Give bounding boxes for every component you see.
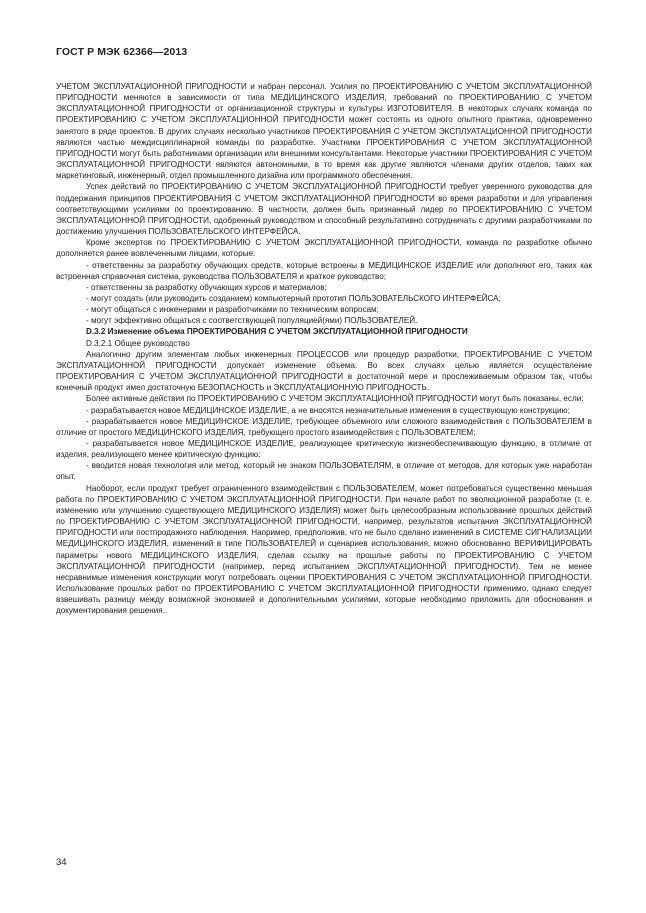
- paragraph: Наоборот, если продукт требует ограниченного взаимодействия с ПОЛЬЗОВАТЕЛЕМ, может потребоваться существенно меньшая работа по ПРОЕКТИРОВАНИЮ С УЧЕТОМ ЭКСПЛУАТАЦИОННОЙ ПРИГОДНОСТИ. При начале работ по эволюционной разработке (т. е. изменению или улучшению существующего МЕДИЦИНСКОГО ИЗДЕЛИЯ) может быть целесообразным использование прошлых действий по ПРОЕКТИРОВАНИЮ С УЧЕТОМ ЭКСПЛУАТАЦИОННОЙ ПРИГОДНОСТИ, например, результатов испытания ЭКСПЛУАТАЦИОННОЙ ПРИГОДНОСТИ или постпродажного наблюдения. Например, предположив, что не было сделано изменений в СИСТЕМЕ СИГНАЛИЗАЦИИ МЕДИЦИНСКОГО ИЗДЕЛИЯ, изменений в типе ПОЛЬЗОВАТЕЛЕЙ и сценариев использования, можно обоснованно ВЕРИФИЦИРОВАТЬ параметры нового МЕДИЦИНСКОГО ИЗДЕЛИЯ, сделав ссылку на прошлые работы по ПРОЕКТИРОВАНИЮ С УЧЕТОМ ЭКСПЛУАТАЦИОННОЙ ПРИГОДНОСТИ (например, перед испытанием ЭКСПЛУАТАЦИОННОЙ ПРИГОДНОСТИ). Тем не менее несравнимые изменения конструкции могут потребовать оценки ПРОЕКТИРОВАНИЯ С УЧЕТОМ ЭКСПЛУАТАЦИОННОЙ ПРИГОДНОСТИ. Использование прошлых работ по ПРОЕКТИРОВАНИЮ С УЧЕТОМ ЭКСПЛУАТАЦИОННОЙ ПРИГОДНОСТИ применимо, однако следует взвешивать разницу между возможной экономией и дополнительными усилиями, которые необходимо приложить для обоснования и документирования решения.: [56, 483, 592, 616]
- paragraph: - ответственны за разработку обучающих средств, которые встроены в МЕДИЦИНСКОЕ ИЗДЕЛИЕ или дополняют его, таких как встроенная справочная система, руководства ПОЛЬЗОВАТЕЛЯ и краткое руководство;: [56, 260, 592, 281]
- paragraph: - могут общаться с инженерами и разработчиками по техническим вопросам;: [86, 305, 379, 315]
- paragraph: Аналогично другим элементам любых инженерных ПРОЦЕССОВ или процедур разработки, ПРОЕКТИРОВАНИЕ С УЧЕТОМ ЭКСПЛУАТАЦИОННОЙ ПРИГОДНОСТИ допускает изменение объема. Во всех случаях целью является осуществление ПРОЕКТИРОВАНИЯ С УЧЕТОМ ЭКСПЛУАТАЦИОННОЙ ПРИГОДНОСТИ в достаточной мере и прослеживаемым образом так, чтобы конечный продукт имел достаточную БЕЗОПАСНОСТЬ и ЭКСПЛУАТАЦИОННУЮ ПРИГОДНОСТЬ.: [56, 349, 592, 393]
- paragraph: Успех действий по ПРОЕКТИРОВАНИЮ С УЧЕТОМ ЭКСПЛУАТАЦИОННОЙ ПРИГОДНОСТИ требует уверенного руководства для поддержания принципов ПРОЕКТИРОВАНИЯ С УЧЕТОМ ЭКСПЛУАТАЦИОННОЙ ПРИГОДНОСТИ во время разработки и для управления соответствующими усилиями по проектированию. В частности, должен быть признанный лидер по ПРОЕКТИРОВАНИЮ С УЧЕТОМ ЭКСПЛУАТАЦИОННОЙ ПРИГОДНОСТИ, одобренный руководством и способный результативно сотрудничать с другими разработчиками по достижению улучшения ПОЛЬЗОВАТЕЛЬСКОГО ИНТЕРФЕЙСА.: [56, 182, 592, 237]
- paragraph: - разрабатывается новое МЕДИЦИНСКОЕ ИЗДЕЛИЕ, требующее объемного или сложного взаимодействия с ПОЛЬЗОВАТЕЛЕМ в отличие от простого МЕДИЦИНСКОГО ИЗДЕЛИЯ, требующего простого взаимодействия с ПОЛЬЗОВАТЕЛЕМ;: [56, 416, 592, 437]
- paragraph: Более активные действия по ПРОЕКТИРОВАНИЮ С УЧЕТОМ ЭКСПЛУАТАЦИОННОЙ ПРИГОДНОСТИ могут быть показаны, если:: [86, 394, 584, 404]
- page-number: 34: [56, 857, 67, 868]
- section-heading: D.3.2 Изменение объема ПРОЕКТИРОВАНИЯ С УЧЕТОМ ЭКСПЛУАТАЦИОННОЙ ПРИГОДНОСТИ: [86, 327, 468, 337]
- document-body: [56, 81, 592, 617]
- paragraph: - могут создать (или руководить созданием) компьютерный прототип ПОЛЬЗОВАТЕЛЬСКОГО ИНТЕРФЕЙСА;: [86, 293, 501, 303]
- paragraph: - разрабатывается новое МЕДИЦИНСКОЕ ИЗДЕЛИЕ, а не вносятся незначительные изменения в существующую конструкцию;: [86, 405, 570, 415]
- paragraph: Кроме экспертов по ПРОЕКТИРОВАНИЮ С УЧЕТОМ ЭКСПЛУАТАЦИОННОЙ ПРИГОДНОСТИ, команда по разработке обычно дополняется ранее вовлеченными лицами, которые:: [56, 238, 592, 259]
- paragraph: D.3.2.1 Общее руководство: [86, 338, 190, 348]
- paragraph: - могут эффективно общаться с соответствующей популяцией(ями) ПОЛЬЗОВАТЕЛЕЙ.: [86, 316, 418, 326]
- paragraph: - вводится новая технология или метод, который не знаком ПОЛЬЗОВАТЕЛЯМ, в отличие от методов, для которых уже наработан опыт.: [56, 461, 592, 482]
- document-header: ГОСТ Р МЭК 62366—2013: [56, 46, 188, 58]
- paragraph: - ответственны за разработку обучающих курсов и материалов;: [86, 282, 327, 292]
- paragraph: УЧЕТОМ ЭКСПЛУАТАЦИОННОЙ ПРИГОДНОСТИ и набран персонал. Усилия по ПРОЕКТИРОВАНИЮ С УЧЕТОМ ЭКСПЛУАТАЦИОННОЙ ПРИГОДНОСТИ меняются в зависимости от типа МЕДИЦИНСКОГО ИЗДЕЛИЯ, требований по ПРОЕКТИРОВАНИЮ С УЧЕТОМ ЭКСПЛУАТАЦИОННОЙ ПРИГОДНОСТИ от организационной структуры и культуры ИЗГОТОВИТЕЛЯ. В некоторых случаях команда по ПРОЕКТИРОВАНИЮ С УЧЕТОМ ЭКСПЛУАТАЦИОННОЙ ПРИГОДНОСТИ может состоять из одного опытного практика, одновременно занятого в ряде проектов. В других случаях несколько участников ПРОЕКТИРОВАНИЯ С УЧЕТОМ ЭКСПЛУАТАЦИОННОЙ ПРИГОДНОСТИ являются частью междисциплинарной команды по разработке. Участники ПРОЕКТИРОВАНИЯ С УЧЕТОМ ЭКСПЛУАТАЦИОННОЙ ПРИГОДНОСТИ могут быть работниками организации или внешними консультантами. Некоторые участники ПРОЕКТИРОВАНИЯ С УЧЕТОМ ЭКСПЛУАТАЦИОННОЙ ПРИГОДНОСТИ являются автономными, в то время как другие являются членами других отделов, таких как маркетинговый, инженерный, отдел промышленного дизайна или программного обеспечения.: [56, 82, 592, 181]
- paragraph: - разрабатывается новое МЕДИЦИНСКОЕ ИЗДЕЛИЕ, реализующее критическую жизнеобеспечивающую функцию, в отличие от изделия, реализующего менее критическую функцию;: [56, 439, 592, 460]
